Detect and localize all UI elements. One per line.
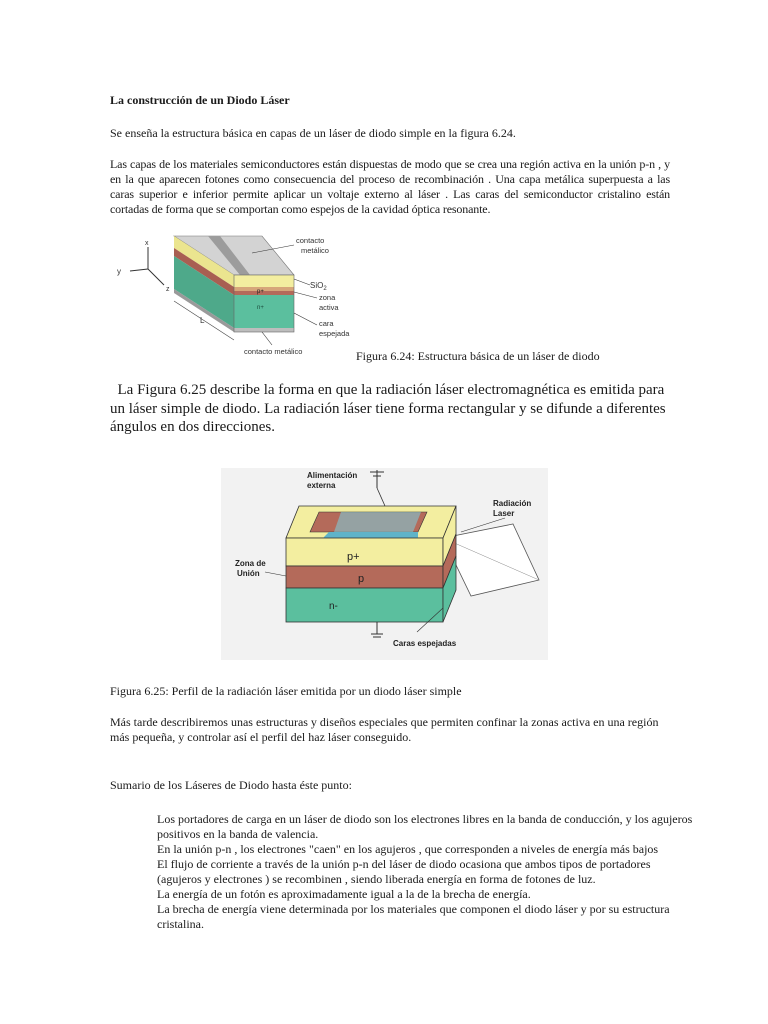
length-label: L: [200, 316, 205, 325]
junction-zone-label: Zona de Unión: [235, 559, 266, 578]
intro-paragraph: Se enseña la estructura básica en capas de un láser de diodo simple en la figura 6.24.: [110, 126, 516, 140]
summary-item: En la unión p-n , los electrones "caen" en los agujeros , que corresponden a niveles de energía más bajos: [157, 842, 659, 856]
power-supply-label: Alimentación externa: [307, 471, 358, 490]
laser-radiation-label: Radiación Laser: [493, 499, 532, 518]
figure-6-24-diagram: [112, 233, 357, 360]
mirror-face-label: cara espejada: [319, 319, 350, 338]
mirrored-faces-label: Caras espejadas: [393, 639, 457, 648]
axis-y-label: y: [117, 267, 121, 276]
bottom-contact-label: contacto metálico: [244, 347, 303, 356]
summary-item: La energía de un fotón es aproximadamente igual a la de la brecha de energía.: [157, 887, 531, 901]
summary-item: Los portadores de carga en un láser de diodo son los electrones libres en la banda de conducción, y los agujeros positivos en la banda de valencia.: [157, 812, 693, 841]
sio2-label: SiO$_2$: [310, 281, 327, 292]
summary-title: Sumario de los Láseres de Diodo hasta éste punto:: [110, 778, 352, 792]
layer-p-label-2: p: [358, 573, 365, 585]
figure-6-24-caption: Figura 6.24: Estructura básica de un láser de diodo: [356, 349, 600, 363]
figure-6-25-diagram: [221, 468, 548, 660]
layer-n-minus-label: n-: [329, 601, 338, 612]
layer-n-label: n+: [257, 305, 264, 311]
layer-p-label: p+: [257, 289, 264, 295]
active-zone-label: zona activa: [319, 293, 339, 312]
summary-item: La brecha de energía viene determinada por los materiales que componen el diodo láser y por su estructura cristalina.: [157, 902, 670, 931]
later-paragraph: Más tarde describiremos unas estructuras y diseños especiales que permiten confinar la zonas activa en una región más pequeña, y controlar así el perfil del haz láser conseguido.: [110, 715, 659, 744]
section-heading: La construcción de un Diodo Láser: [110, 93, 290, 107]
layers-paragraph: Las capas de los materiales semiconductores están dispuestas de modo que se crea una región activa en la unión p-n , y en la que aparecen fotones como consecuencia del proceso de recombinación . Una capa metálica superpuesta a las caras superior e inferior permite aplicar un voltaje externo al láser . Las caras del semiconductor cristalino están cortadas de forma que se comportan como espejos de la cavidad óptica resonante.: [110, 157, 670, 216]
figure-6-25-caption: Figura 6.25: Perfil de la radiación láser emitida por un diodo láser simple: [110, 684, 462, 698]
axis-x-label: x: [145, 240, 149, 247]
layer-p-plus-label: p+: [347, 551, 360, 563]
summary-list: [157, 812, 697, 932]
axis-z-label: z: [166, 286, 170, 293]
radiation-paragraph: La Figura 6.25 describe la forma en que la radiación láser electromagnética es emitida para un láser simple de diodo. La radiación láser tiene forma rectangular y se difunde a diferentes ángulos en dos direcciones.: [110, 382, 666, 435]
top-contact-label: contacto metálico: [296, 236, 329, 255]
summary-item: El flujo de corriente a través de la unión p-n del láser de diodo ocasiona que ambos tipos de portadores (agujeros y electrones ) se recombinen , siendo liberada energía en forma de fotones de luz.: [157, 857, 651, 886]
